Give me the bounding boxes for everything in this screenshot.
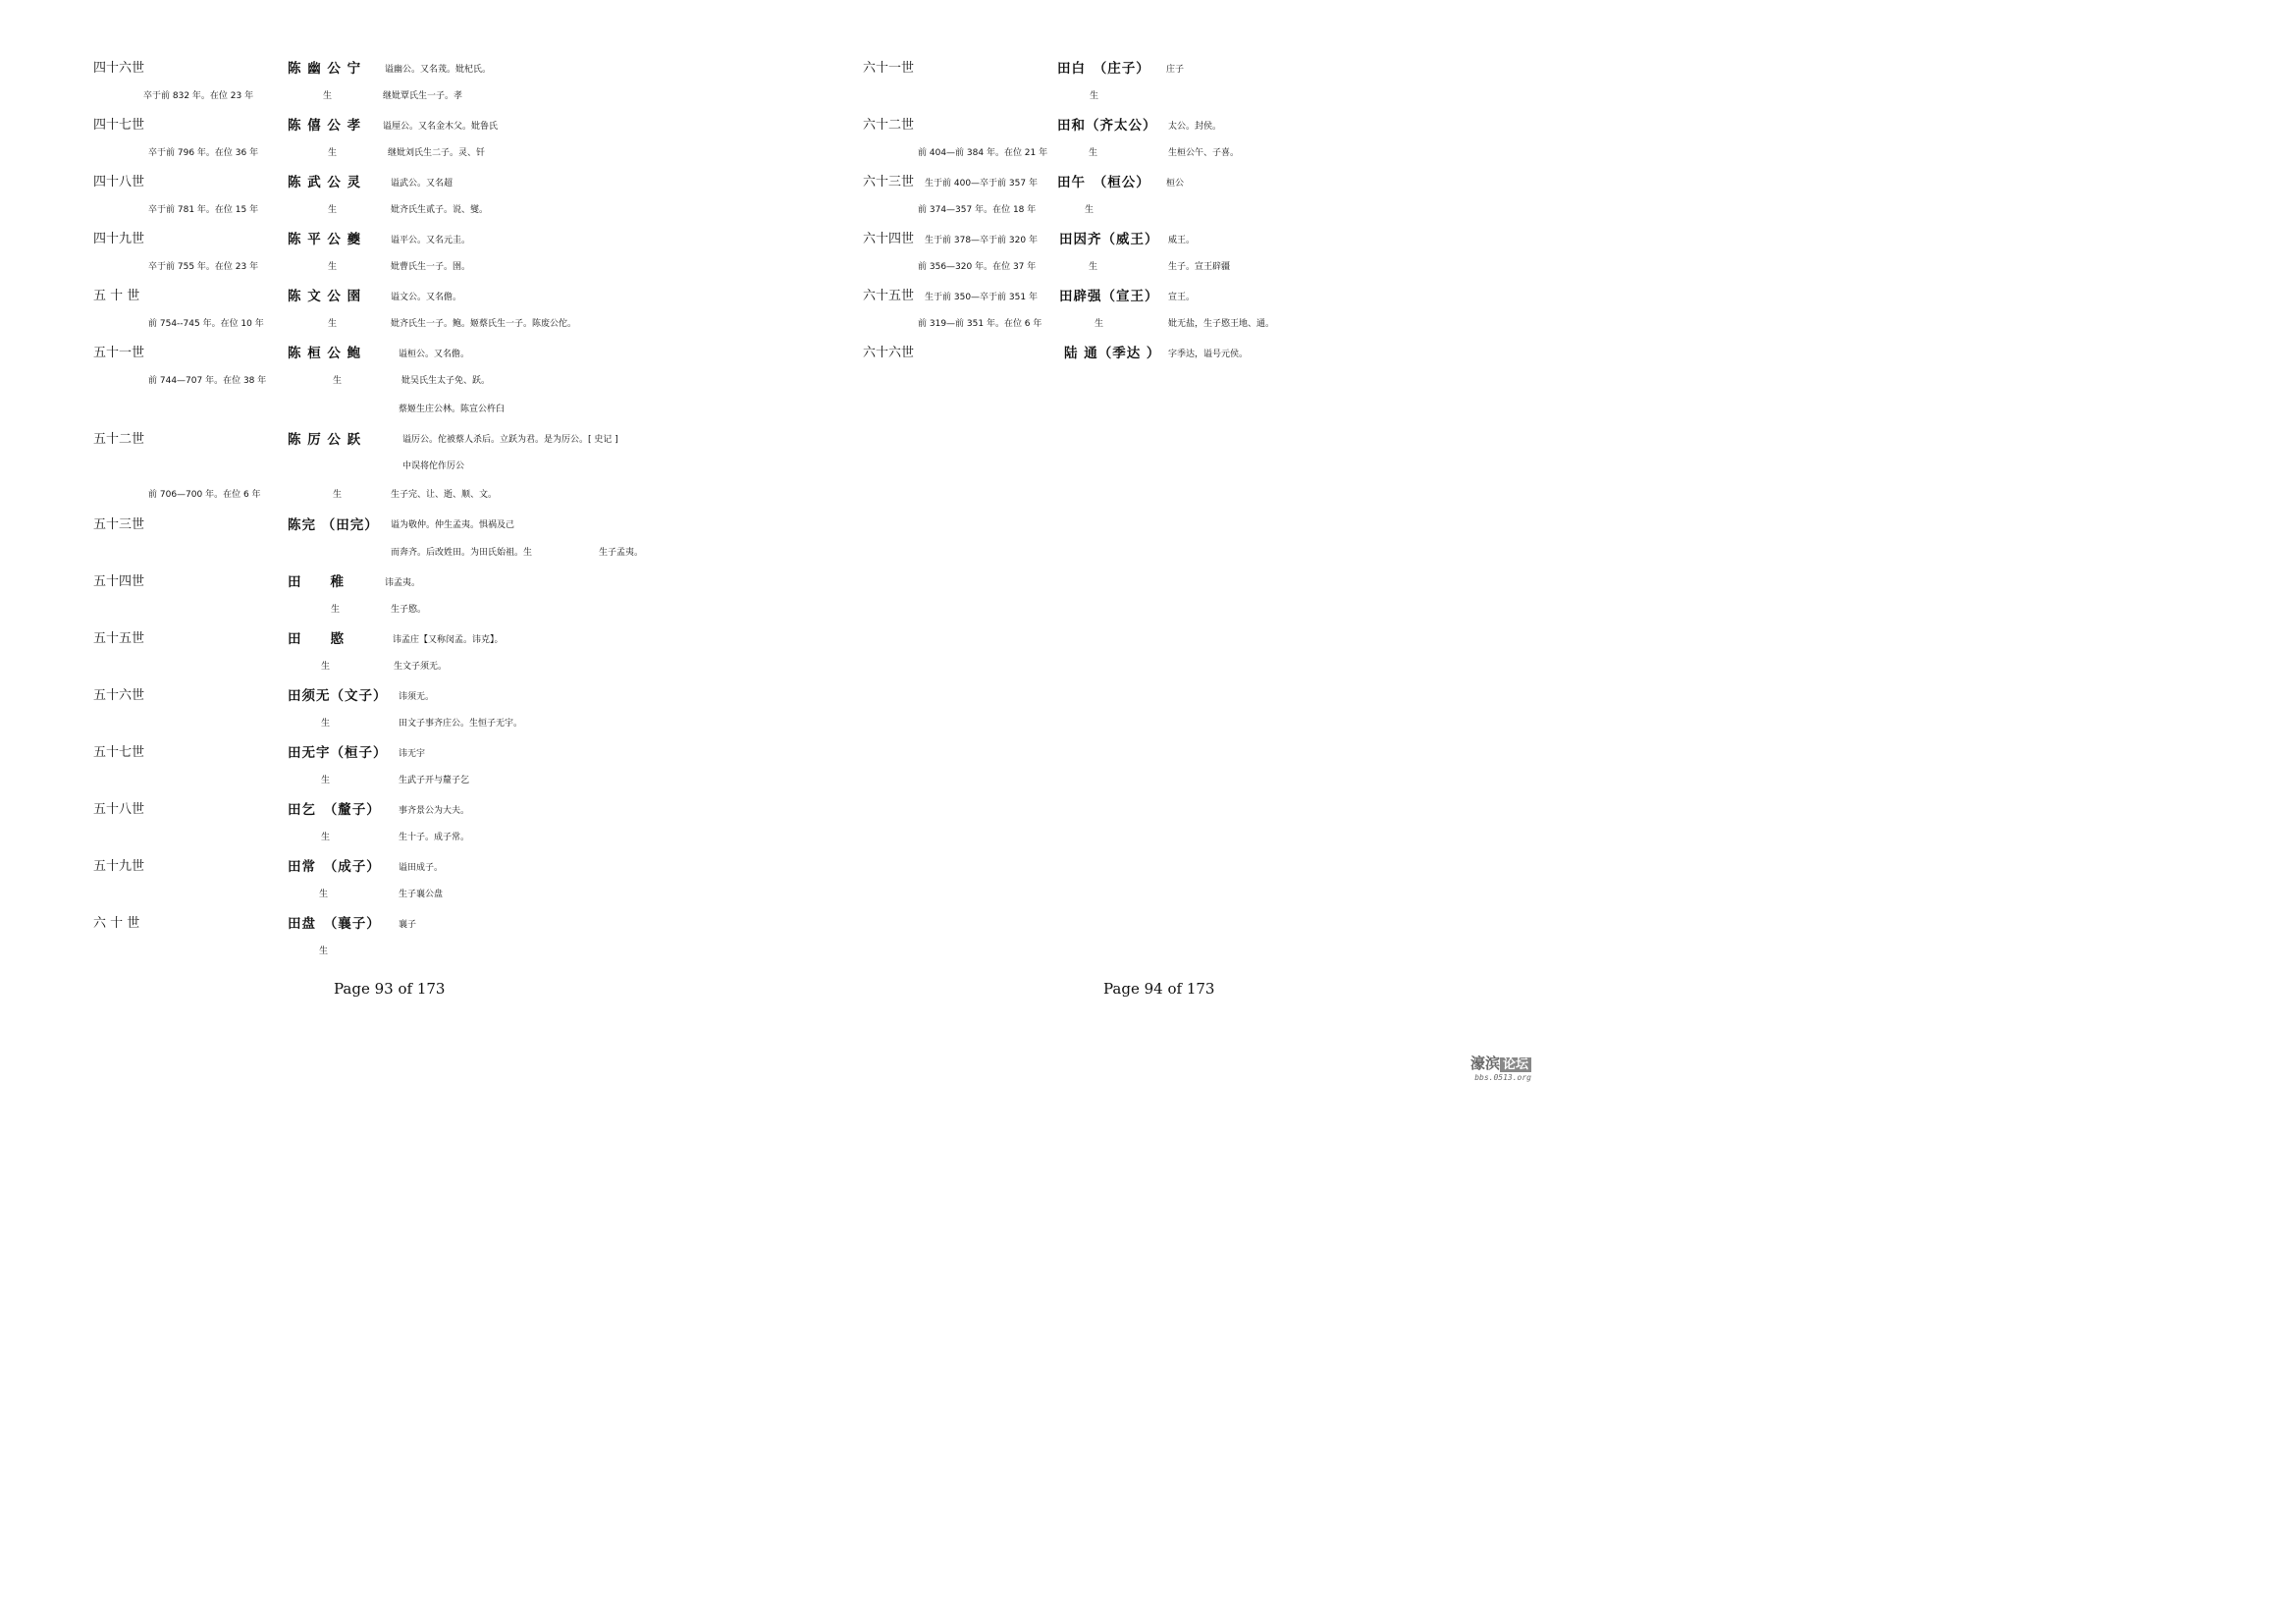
- born-marker: 生: [1095, 319, 1104, 329]
- ancestor-description: 讳孟夷。: [385, 578, 421, 588]
- offspring-note: 生武子开与釐子乞: [399, 776, 470, 785]
- ancestor-name: 田因齐（威王）: [1059, 232, 1159, 247]
- generation-label: 五十五世: [93, 631, 145, 646]
- offspring-note: 田文子事齐庄公。生恒子无宇。: [399, 719, 523, 729]
- ancestor-name: 田辟强（宣王）: [1059, 289, 1159, 304]
- born-marker: 生: [331, 605, 341, 615]
- life-span: 生于前 350—卒于前 351 年: [925, 293, 1038, 302]
- offspring-note: 继妣刘氏生二子。灵、钎: [388, 148, 486, 158]
- born-marker: 生: [323, 91, 333, 101]
- ancestor-description: 谥武公。又名超: [391, 179, 454, 189]
- ancestor-description: 谥厘公。又名金木父。妣鲁氏: [383, 122, 499, 132]
- ancestor-description: 事齐景公为大夫。: [399, 806, 470, 816]
- ancestor-name: 陈 平 公 夔: [288, 232, 362, 247]
- generation-label: 五十二世: [93, 432, 145, 447]
- generation-label: 六 十 世: [93, 916, 140, 931]
- forum-watermark: [1470, 1053, 1531, 1082]
- offspring-note: 生子完、让、逝、顺、文。: [391, 490, 498, 500]
- reign-info: 卒于前 832 年。在位 23 年: [143, 91, 254, 101]
- generation-label: 五十一世: [93, 346, 145, 360]
- offspring-note: 生子孟夷。: [599, 548, 644, 558]
- offspring-note: 生十子。成子常。: [399, 833, 470, 842]
- born-marker: 生: [1085, 205, 1095, 215]
- right-page: [768, 0, 1535, 1021]
- ancestor-name: 陈完 （田完）: [288, 517, 379, 533]
- reign-info: 前 744—707 年。在位 38 年: [148, 376, 267, 386]
- ancestor-description: 谥为敬仲。仲生孟夷。惧祸及己: [391, 520, 515, 530]
- ancestor-description: 谥桓公。又名儋。: [399, 350, 470, 359]
- born-marker: 生: [321, 776, 331, 785]
- ancestor-description: 字季达，谥号元侯。: [1168, 350, 1249, 359]
- ancestor-description: 讳须无。: [399, 692, 435, 702]
- ancestor-name: 田乞 （釐子）: [288, 802, 381, 818]
- born-marker: 生: [321, 662, 331, 672]
- generation-label: 五十七世: [93, 745, 145, 760]
- generation-label: 六十四世: [863, 232, 915, 246]
- ancestor-name: 田须无（文子）: [288, 688, 388, 704]
- generation-label: 五十九世: [93, 859, 145, 874]
- ancestor-description: 谥平公。又名元圭。: [391, 236, 471, 245]
- generation-label: 六十一世: [863, 61, 915, 76]
- born-marker: 生: [328, 148, 338, 158]
- watermark-url: bbs.0513.org: [1474, 1073, 1531, 1082]
- ancestor-description-continued: 中误将佗作厉公: [402, 461, 465, 471]
- page-footer: Page 93 of 173: [334, 980, 446, 998]
- ancestor-description-continued: 而奔齐。后改姓田。为田氏始祖。生: [391, 548, 533, 558]
- generation-label: 六十二世: [863, 118, 915, 133]
- life-span: 生于前 400—卒于前 357 年: [925, 179, 1038, 189]
- generation-label: 六十五世: [863, 289, 915, 303]
- reign-info: 前 754--745 年。在位 10 年: [148, 319, 264, 329]
- ancestor-description: 谥幽公。又名茙。妣杞氏。: [385, 65, 492, 75]
- born-marker: 生: [319, 947, 329, 956]
- ancestor-description: 讳无宇: [399, 749, 426, 759]
- reign-info: 卒于前 796 年。在位 36 年: [148, 148, 259, 158]
- offspring-note: 妣齐氏生一子。鲍。姬蔡氏生一子。陈废公佗。: [391, 319, 577, 329]
- generation-label: 四十八世: [93, 175, 145, 189]
- ancestor-description: 威王。: [1168, 236, 1196, 245]
- ancestor-description: 庄子: [1166, 65, 1185, 75]
- watermark-text-a: 濠滨: [1469, 1055, 1500, 1072]
- ancestor-name: 陈 桓 公 鲍: [288, 346, 362, 361]
- offspring-note: 妣无盐，生子愍王地、通。: [1168, 319, 1275, 329]
- page-footer: Page 94 of 173: [1103, 980, 1215, 998]
- born-marker: 生: [328, 205, 338, 215]
- reign-info: 前 404—前 384 年。在位 21 年: [918, 148, 1048, 158]
- ancestor-name: 田无宇（桓子）: [288, 745, 388, 761]
- watermark-text-b: 论坛: [1500, 1057, 1531, 1072]
- ancestor-name: 陈 武 公 灵: [288, 175, 362, 190]
- offspring-note: 生子愍。: [391, 605, 427, 615]
- ancestor-description: 宣王。: [1168, 293, 1196, 302]
- offspring-note: 继妣覃氏生一子。孝: [383, 91, 463, 101]
- generation-label: 四十六世: [93, 61, 145, 76]
- ancestor-name: 田常 （成子）: [288, 859, 381, 875]
- ancestor-name: 陈 幽 公 宁: [288, 61, 362, 77]
- generation-label: 五十三世: [93, 517, 145, 532]
- offspring-note: 生桓公午、子喜。: [1168, 148, 1240, 158]
- reign-info: 前 319—前 351 年。在位 6 年: [918, 319, 1042, 329]
- reign-info: 卒于前 781 年。在位 15 年: [148, 205, 259, 215]
- born-marker: 生: [333, 490, 343, 500]
- generation-label: 六十六世: [863, 346, 915, 360]
- offspring-note: 妣齐氏生贰子。说、燮。: [391, 205, 489, 215]
- generation-label: 五 十 世: [93, 289, 140, 303]
- ancestor-name: 田午 （桓公）: [1057, 175, 1150, 190]
- ancestor-description: 谥厉公。佗被蔡人杀后。立跃为君。是为厉公。[ 史记 ]: [402, 435, 618, 445]
- offspring-note: 生子。宣王辟疆: [1168, 262, 1231, 272]
- born-marker: 生: [1090, 91, 1099, 101]
- generation-label: 五十八世: [93, 802, 145, 817]
- ancestor-name: 田盘 （襄子）: [288, 916, 381, 932]
- ancestor-name: 陈 厉 公 跃: [288, 432, 362, 448]
- generation-label: 四十七世: [93, 118, 145, 133]
- generation-label: 五十六世: [93, 688, 145, 703]
- born-marker: 生: [319, 890, 329, 899]
- born-marker: 生: [1089, 262, 1098, 272]
- ancestor-description: 桓公: [1166, 179, 1185, 189]
- generation-label: 五十四世: [93, 574, 145, 589]
- ancestor-description: 太公。封侯。: [1168, 122, 1222, 132]
- offspring-note: 生文子须无。: [394, 662, 448, 672]
- ancestor-description: 讳孟庄【又称闵孟。讳克】。: [393, 635, 504, 645]
- ancestor-name: 田和（齐太公）: [1057, 118, 1157, 134]
- reign-info: 前 706—700 年。在位 6 年: [148, 490, 261, 500]
- born-marker: 生: [328, 319, 338, 329]
- ancestor-name: 陈 文 公 圉: [288, 289, 362, 304]
- reign-info: 前 356—320 年。在位 37 年: [918, 262, 1037, 272]
- offspring-note: 妣曹氏生一子。圉。: [391, 262, 471, 272]
- reign-info: 前 374—357 年。在位 18 年: [918, 205, 1037, 215]
- ancestor-name: 田白 （庄子）: [1057, 61, 1150, 77]
- ancestor-name: 田 稚: [288, 574, 345, 590]
- ancestor-description: 襄子: [399, 920, 417, 930]
- generation-label: 四十九世: [93, 232, 145, 246]
- ancestor-name: 田 愍: [288, 631, 345, 647]
- left-page: [0, 0, 768, 1021]
- ancestor-name: 陈 僖 公 孝: [288, 118, 362, 134]
- offspring-note: 妣吴氏生太子免、跃。: [401, 376, 491, 386]
- ancestor-description: 谥田成子。: [399, 863, 444, 873]
- offspring-note: 生子襄公盘: [399, 890, 444, 899]
- ancestor-name: 陆 通（季达 ）: [1064, 346, 1161, 361]
- born-marker: 生: [321, 719, 331, 729]
- ancestor-description: 谥文公。又名儋。: [391, 293, 462, 302]
- generation-label: 六十三世: [863, 175, 915, 189]
- born-marker: 生: [321, 833, 331, 842]
- offspring-note-continued: 蔡姬生庄公林。陈宣公杵臼: [399, 405, 506, 414]
- born-marker: 生: [333, 376, 343, 386]
- life-span: 生于前 378—卒于前 320 年: [925, 236, 1038, 245]
- born-marker: 生: [1089, 148, 1098, 158]
- born-marker: 生: [328, 262, 338, 272]
- reign-info: 卒于前 755 年。在位 23 年: [148, 262, 259, 272]
